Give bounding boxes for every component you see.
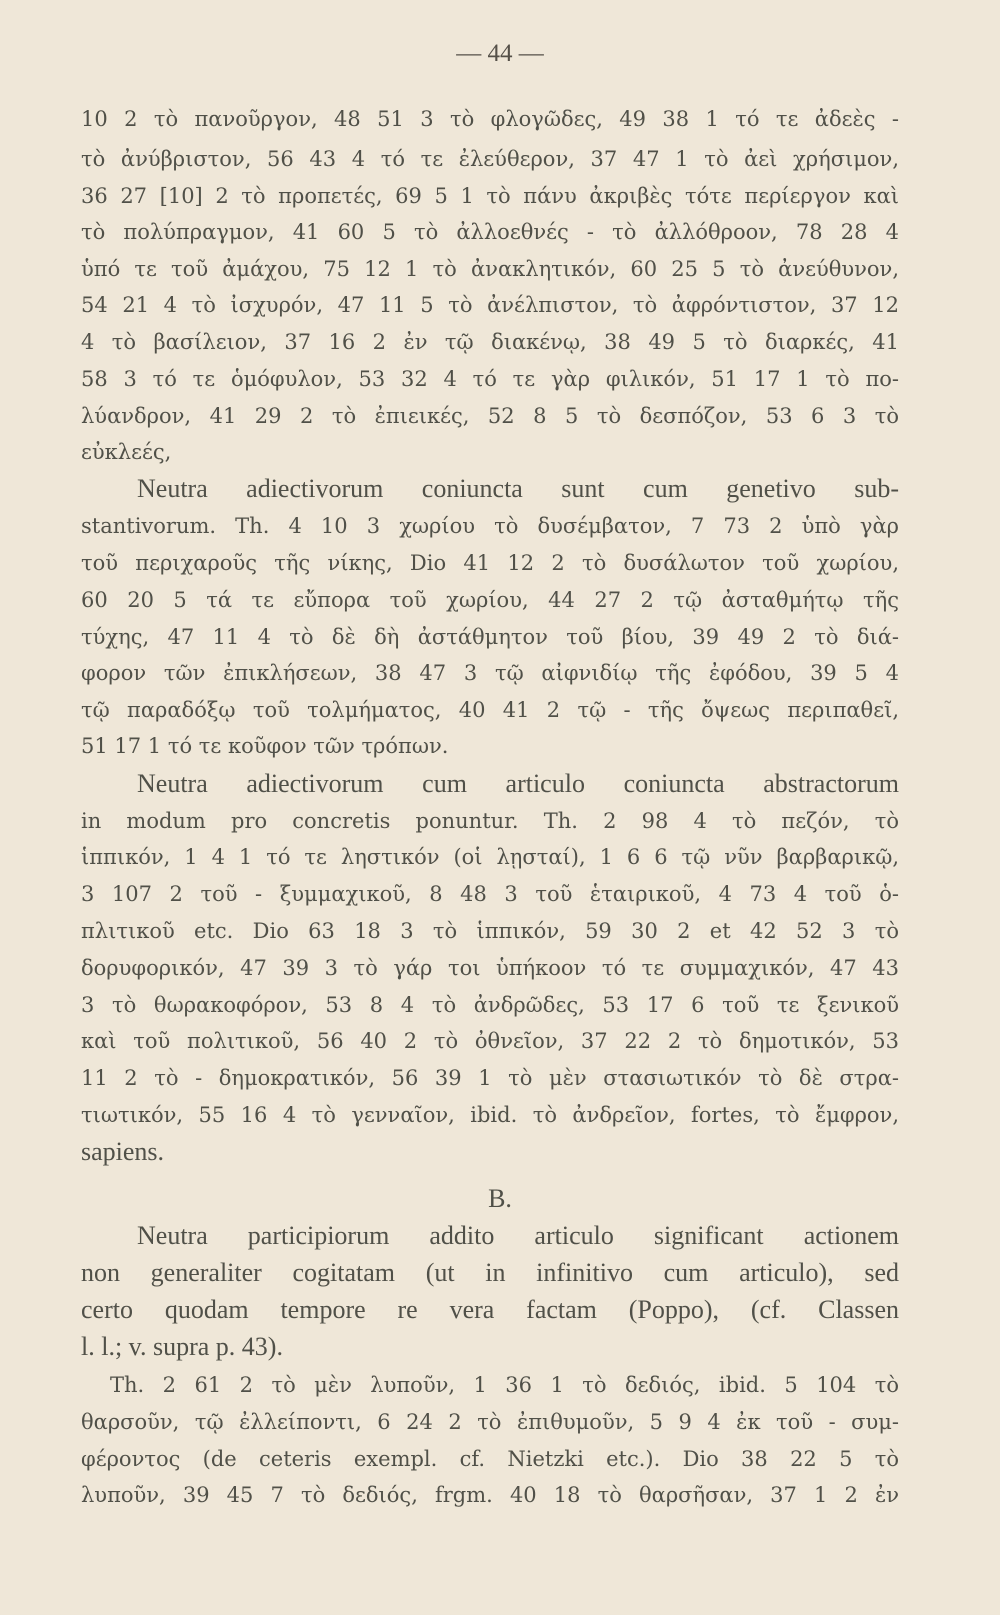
text-line: καὶ τοῦ πολιτικοῦ, 56 40 2 τὸ ὀθνεῖον, 37 22 2 τὸ δημοτικόν, 53 bbox=[81, 1029, 899, 1053]
page-number: — 44 — bbox=[456, 40, 544, 67]
text-line: 4 τὸ βασίλειον, 37 16 2 ἐν τῷ διακένῳ, 38 49 5 τὸ διαρκές, 41 bbox=[81, 330, 899, 354]
text-line: 58 3 τό τε ὁμόφυλον, 53 32 4 τό τε γὰρ φιλικόν, 51 17 1 τὸ πο- bbox=[81, 367, 899, 391]
text-line: in modum pro concretis ponuntur. Th. 2 98 4 τὸ πεζόν, τὸ bbox=[81, 809, 899, 833]
text-line: τὸ ἀνύβριστον, 56 43 4 τό τε ἐλεύθερον, 37 47 1 τὸ ἀεὶ χρήσιμον, bbox=[81, 147, 899, 171]
text-line: τοῦ περιχαροῦς τῆς νίκης, Dio 41 12 2 τὸ δυσάλωτον τοῦ χωρίου, bbox=[81, 551, 899, 575]
text-line: λυποῦν, 39 45 7 τὸ δεδιός, frgm. 40 18 τὸ θαρσῆσαν, 37 1 2 ἐν bbox=[81, 1483, 899, 1507]
text-line: θαρσοῦν, τῷ ἐλλείποντι, 6 24 2 τὸ ἐπιθυμοῦν, 5 9 4 ἐκ τοῦ - συμ- bbox=[81, 1410, 899, 1434]
text-line: 10 2 τὸ πανοῦργον, 48 51 3 τὸ φλογῶδες, 49 38 1 τό τε ἀδεὲς - bbox=[81, 107, 899, 131]
text-line: 60 20 5 τά τε εὔπορα τοῦ χωρίου, 44 27 2 τῷ ἀσταθμήτῳ τῆς bbox=[81, 588, 899, 612]
text-line: certo quodam tempore re vera factam (Poppo), (cf. Classen bbox=[81, 1295, 899, 1324]
text-line: δορυφορικόν, 47 39 3 τὸ γάρ τοι ὑπήκοον τό τε συμμαχικόν, 47 43 bbox=[81, 956, 899, 980]
text-line: 36 27 [10] 2 τὸ προπετές, 69 5 1 τὸ πάνυ ἀκριβὲς τότε περίεργον καὶ bbox=[81, 184, 899, 208]
text-line: 3 107 2 τοῦ - ξυμμαχικοῦ, 8 48 3 τοῦ ἑταιρικοῦ, 4 73 4 τοῦ ὁ- bbox=[81, 882, 899, 906]
text-line: sapiens. bbox=[81, 1137, 165, 1166]
text-line: stantivorum. Th. 4 10 3 χωρίου τὸ δυσέμβατον, 7 73 2 ὑπὸ γὰρ bbox=[81, 514, 899, 538]
text-line: τύχης, 47 11 4 τὸ δὲ δὴ ἀστάθμητον τοῦ βίου, 39 49 2 τὸ διά- bbox=[81, 625, 899, 649]
text-line: φορον τῶν ἐπικλήσεων, 38 47 3 τῷ αἰφνιδίῳ τῆς ἐφόδου, 39 5 4 bbox=[81, 661, 899, 685]
text-line: Th. 2 61 2 τὸ μὲν λυποῦν, 1 36 1 τὸ δεδιός, ibid. 5 104 τὸ bbox=[110, 1373, 899, 1397]
text-line: λύανδρον, 41 29 2 τὸ ἐπιεικές, 52 8 5 τὸ δεσπόζον, 53 6 3 τὸ bbox=[81, 404, 899, 428]
section-heading: B. bbox=[488, 1184, 512, 1213]
text-line: τῷ παραδόξῳ τοῦ τολμήματος, 40 41 2 τῷ - τῆς ὄψεως περιπαθεῖ, bbox=[81, 698, 899, 722]
text-line: τιωτικόν, 55 16 4 τὸ γενναῖον, ibid. τὸ ἀνδρεῖον, fortes, τὸ ἔμφρον, bbox=[81, 1103, 899, 1127]
text-line: non generaliter cogitatam (ut in infinitivo cum articulo), sed bbox=[81, 1258, 899, 1287]
text-line: τὸ πολύπραγμον, 41 60 5 τὸ ἀλλοεθνές - τὸ ἀλλόθροον, 78 28 4 bbox=[81, 220, 899, 244]
text-line: φέροντος (de ceteris exempl. cf. Nietzki etc.). Dio 38 22 5 τὸ bbox=[81, 1447, 899, 1471]
text-line: εὐκλεές, bbox=[81, 440, 172, 464]
text-line: 54 21 4 τὸ ἰσχυρόν, 47 11 5 τὸ ἀνέλπιστον, τὸ ἀφρόντιστον, 37 12 bbox=[81, 293, 899, 317]
text-line: Neutra adiectivorum cum articulo coniuncta abstractorum bbox=[137, 769, 899, 798]
text-line: πλιτικοῦ etc. Dio 63 18 3 τὸ ἱππικόν, 59 30 2 et 42 52 3 τὸ bbox=[81, 919, 899, 943]
text-line: 3 τὸ θωρακοφόρον, 53 8 4 τὸ ἀνδρῶδες, 53 17 6 τοῦ τε ξενικοῦ bbox=[81, 993, 899, 1017]
text-line: ἱππικόν, 1 4 1 τό τε ληστικόν (οἱ λῃσταί), 1 6 6 τῷ νῦν βαρβαρικῷ, bbox=[81, 845, 899, 869]
text-line: Neutra participiorum addito articulo significant actionem bbox=[137, 1221, 899, 1250]
text-line: ὑπό τε τοῦ ἀμάχου, 75 12 1 τὸ ἀνακλητικόν, 60 25 5 τὸ ἀνεύθυνον, bbox=[81, 257, 899, 281]
text-line: 51 17 1 τό τε κοῦφον τῶν τρόπων. bbox=[81, 734, 449, 758]
text-line: 11 2 τὸ - δημοκρατικόν, 56 39 1 τὸ μὲν στασιωτικόν τὸ δὲ στρα- bbox=[81, 1066, 899, 1090]
text-line: l. l.; v. supra p. 43). bbox=[81, 1332, 283, 1361]
text-line: Neutra adiectivorum coniuncta sunt cum genetivo sub- bbox=[137, 474, 899, 503]
